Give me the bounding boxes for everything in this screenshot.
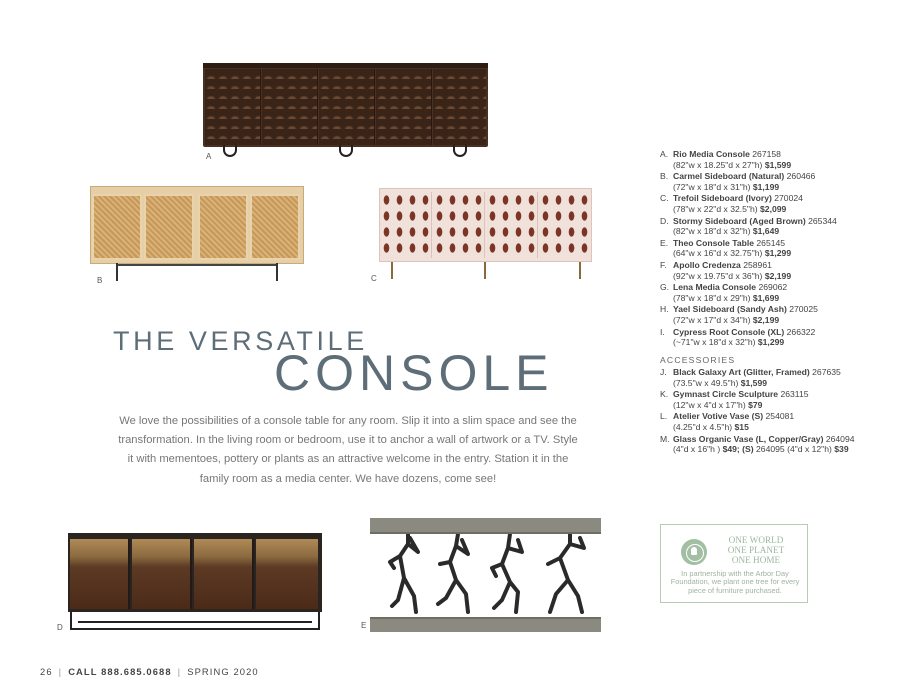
item-letter: L. <box>660 411 668 422</box>
intro-paragraph: We love the possibilities of a console table for any room. Slip it into a slim space and see the transformation. In the living room or bedroom, use it to anchor a wall of artwork or a TV. Style it with mementoes, pottery or plants as an attractive welcome in the entry. Station it in the family room as a media center. We have dozens, come see! <box>118 415 578 485</box>
item-dims: (78"w x 18"d x 29"h) <box>673 292 751 303</box>
heading-line-1: THE VERSATILE <box>113 326 368 356</box>
image-label-b: B <box>97 276 103 285</box>
item-sku: 270024 <box>774 193 803 204</box>
image-label-d: D <box>57 623 63 632</box>
product-image-rio-media-console <box>203 63 488 158</box>
item-letter: F. <box>660 259 667 270</box>
accessories-list <box>660 367 905 456</box>
item-price: $1,599 <box>764 159 792 170</box>
item-dims: (82"w x 18"d x 32"h) <box>673 226 751 237</box>
slogan-line-2: ONE PLANET <box>727 545 785 555</box>
product-image-carmel-sideboard <box>90 186 305 282</box>
phone-number: CALL 888.685.0688 <box>68 666 172 677</box>
trefoil-door <box>486 192 538 258</box>
list-item <box>660 434 905 455</box>
item-price: $49; (S) <box>722 444 754 455</box>
item-sku: 258961 <box>743 259 772 270</box>
product-image-theo-console-table <box>370 518 601 634</box>
list-item <box>660 149 905 170</box>
carmel-cane-door <box>198 194 248 260</box>
item-name: Gymnast Circle Sculpture <box>673 389 779 400</box>
item-sku: 260466 <box>786 171 816 182</box>
item-sku: 270025 <box>789 304 818 315</box>
accessories-heading: ACCESSORIES <box>660 355 736 365</box>
item-dims: (92"w x 19.75"d x 36"h) <box>673 270 763 281</box>
footer-separator: | <box>177 666 182 677</box>
page-footer <box>40 666 259 677</box>
rio-door <box>262 69 318 145</box>
item-sku: 263115 <box>780 389 809 400</box>
item-price: $1,599 <box>740 377 768 388</box>
product-image-stormy-sideboard <box>68 533 322 633</box>
rio-console-top <box>203 63 488 68</box>
figure-3 <box>492 534 522 612</box>
list-item <box>660 327 905 348</box>
rio-door <box>433 69 486 145</box>
item-dims: (78"w x 22"d x 32.5"h) <box>673 203 758 214</box>
item-letter: E. <box>660 237 669 248</box>
list-item <box>660 171 905 192</box>
tree-icon <box>691 547 697 555</box>
trefoil-door <box>433 192 485 258</box>
item-name: Rio Media Console <box>673 149 750 159</box>
carmel-cane-door <box>250 194 300 260</box>
item-text <box>673 282 787 303</box>
list-item <box>660 282 905 303</box>
item-letter: I. <box>660 326 665 337</box>
item-text <box>673 434 855 455</box>
stormy-door <box>70 539 130 609</box>
item-sku: 269062 <box>758 282 788 293</box>
rio-door <box>205 69 261 145</box>
item-dims: (~71"w x 18"d x 32"h) <box>673 337 756 348</box>
figure-1 <box>390 534 418 612</box>
item-text <box>673 389 809 410</box>
item-name: Cypress Root Console (XL) <box>673 326 785 337</box>
stormy-stretcher <box>78 621 312 623</box>
issue-season: SPRING 2020 <box>187 666 259 677</box>
rio-leg <box>223 145 237 157</box>
item-dims: (73.5"w x 49.5"h) <box>673 377 739 388</box>
item-price: $15 <box>734 421 749 432</box>
product-list <box>660 149 905 349</box>
item-name: Stormy Sideboard (Aged Brown) <box>673 215 806 226</box>
product-image-trefoil-sideboard <box>379 188 592 281</box>
carmel-cane-door <box>92 194 142 260</box>
item-price: $1,199 <box>752 181 780 192</box>
item-text <box>673 193 803 214</box>
item-name: Black Galaxy Art (Glitter, Framed) <box>673 367 810 377</box>
theo-base-slab <box>370 617 601 632</box>
item-price: $1,299 <box>757 337 785 348</box>
item-text <box>673 216 837 237</box>
item-name: Trefoil Sideboard (Ivory) <box>673 193 772 204</box>
item-dims: (4.25"d x 4.5"h) <box>673 421 733 432</box>
item-letter: B. <box>660 171 669 182</box>
item-price: $2,199 <box>764 270 792 281</box>
slogan-line-3: ONE HOME <box>731 555 781 565</box>
item-price: $1,299 <box>764 248 792 259</box>
item-text <box>673 411 794 432</box>
item-dims: (64"w x 16"d x 32.75"h) <box>673 248 763 259</box>
item-sku: 266322 <box>786 326 816 337</box>
item-dims: (72"w x 17"d x 34"h) <box>673 314 751 325</box>
trefoil-leg <box>484 262 486 279</box>
item-sku: 265344 <box>808 215 837 226</box>
item-sku: 254081 <box>765 411 795 422</box>
item-price: $79 <box>748 399 763 410</box>
item-letter: D. <box>660 215 669 226</box>
arbor-day-badge <box>660 524 808 603</box>
item-name: Lena Media Console <box>673 282 757 293</box>
trefoil-leg <box>579 262 581 279</box>
list-item <box>660 304 905 325</box>
stormy-door <box>256 539 318 609</box>
image-label-c: C <box>371 274 377 283</box>
heading-line-2: CONSOLE <box>274 345 554 401</box>
item-text <box>673 149 791 170</box>
figure-4 <box>548 534 584 612</box>
list-item <box>660 193 905 214</box>
item-price-2: $39 <box>834 444 849 455</box>
item-text <box>673 304 818 325</box>
item-letter: J. <box>660 367 667 377</box>
item-sku: 264094 <box>825 433 855 444</box>
trefoil-door <box>539 192 591 258</box>
slogan-line-1: ONE WORLD <box>728 535 784 545</box>
list-item <box>660 411 905 432</box>
item-name: Yael Sideboard (Sandy Ash) <box>673 304 787 315</box>
rio-leg <box>453 145 467 157</box>
item-letter: H. <box>660 304 669 315</box>
tree-seal-icon <box>681 539 707 565</box>
carmel-cane-door <box>144 194 194 260</box>
item-letter: C. <box>660 193 669 204</box>
item-name: Theo Console Table <box>673 237 755 248</box>
stormy-door <box>132 539 192 609</box>
item-price: $2,099 <box>760 203 787 214</box>
trefoil-door <box>380 192 432 258</box>
item-letter: G. <box>660 282 670 293</box>
list-item <box>660 389 905 410</box>
stormy-door <box>194 539 254 609</box>
item-name: Atelier Votive Vase (S) <box>673 411 764 422</box>
item-dims: (12"w x 4"d x 17"h) <box>673 399 746 410</box>
item-name: Glass Organic Vase (L, Copper/Gray) <box>673 433 824 444</box>
trefoil-leg <box>391 262 393 279</box>
item-text <box>673 327 815 348</box>
item-name: Apollo Credenza <box>673 259 741 270</box>
list-item <box>660 216 905 237</box>
theo-top-slab <box>370 518 601 534</box>
item-text <box>673 238 791 259</box>
item-sku: 267158 <box>752 149 781 159</box>
item-sku: 265145 <box>756 237 786 248</box>
item-text <box>673 171 815 192</box>
footer-separator: | <box>58 666 63 677</box>
list-item <box>660 260 905 281</box>
carmel-leg <box>276 263 282 281</box>
badge-blurb: In partnership with the Arbor Day Foundation, we plant one tree for every piece of furniture purchased. <box>670 569 800 595</box>
item-price: $1,649 <box>752 226 780 237</box>
rio-door <box>376 69 432 145</box>
image-label-a: A <box>206 152 212 161</box>
rio-door <box>319 69 375 145</box>
item-letter: M. <box>660 433 670 444</box>
item-dims: (4"d x 16"h ) <box>673 444 721 455</box>
rio-leg <box>339 145 353 157</box>
figure-2 <box>438 534 468 612</box>
list-item <box>660 367 905 388</box>
item-name: Carmel Sideboard (Natural) <box>673 171 785 182</box>
theo-figures <box>370 534 601 618</box>
item-letter: K. <box>660 389 669 400</box>
item-text <box>673 367 841 388</box>
carmel-base-bar <box>116 264 278 266</box>
item-sku: 267635 <box>812 367 841 377</box>
item-extra: 264095 (4"d x 12"h) <box>756 444 832 455</box>
item-text <box>673 260 791 281</box>
item-price: $1,699 <box>752 292 780 303</box>
item-dims: (72"w x 18"d x 31"h) <box>673 181 751 192</box>
badge-slogan <box>711 535 801 565</box>
carmel-leg <box>116 263 122 281</box>
item-letter: A. <box>660 149 669 159</box>
list-item <box>660 238 905 259</box>
item-dims: (82"w x 18.25"d x 27"h) <box>673 159 763 170</box>
page-number: 26 <box>40 666 53 677</box>
image-label-e: E <box>361 621 367 630</box>
item-price: $2,199 <box>752 314 780 325</box>
